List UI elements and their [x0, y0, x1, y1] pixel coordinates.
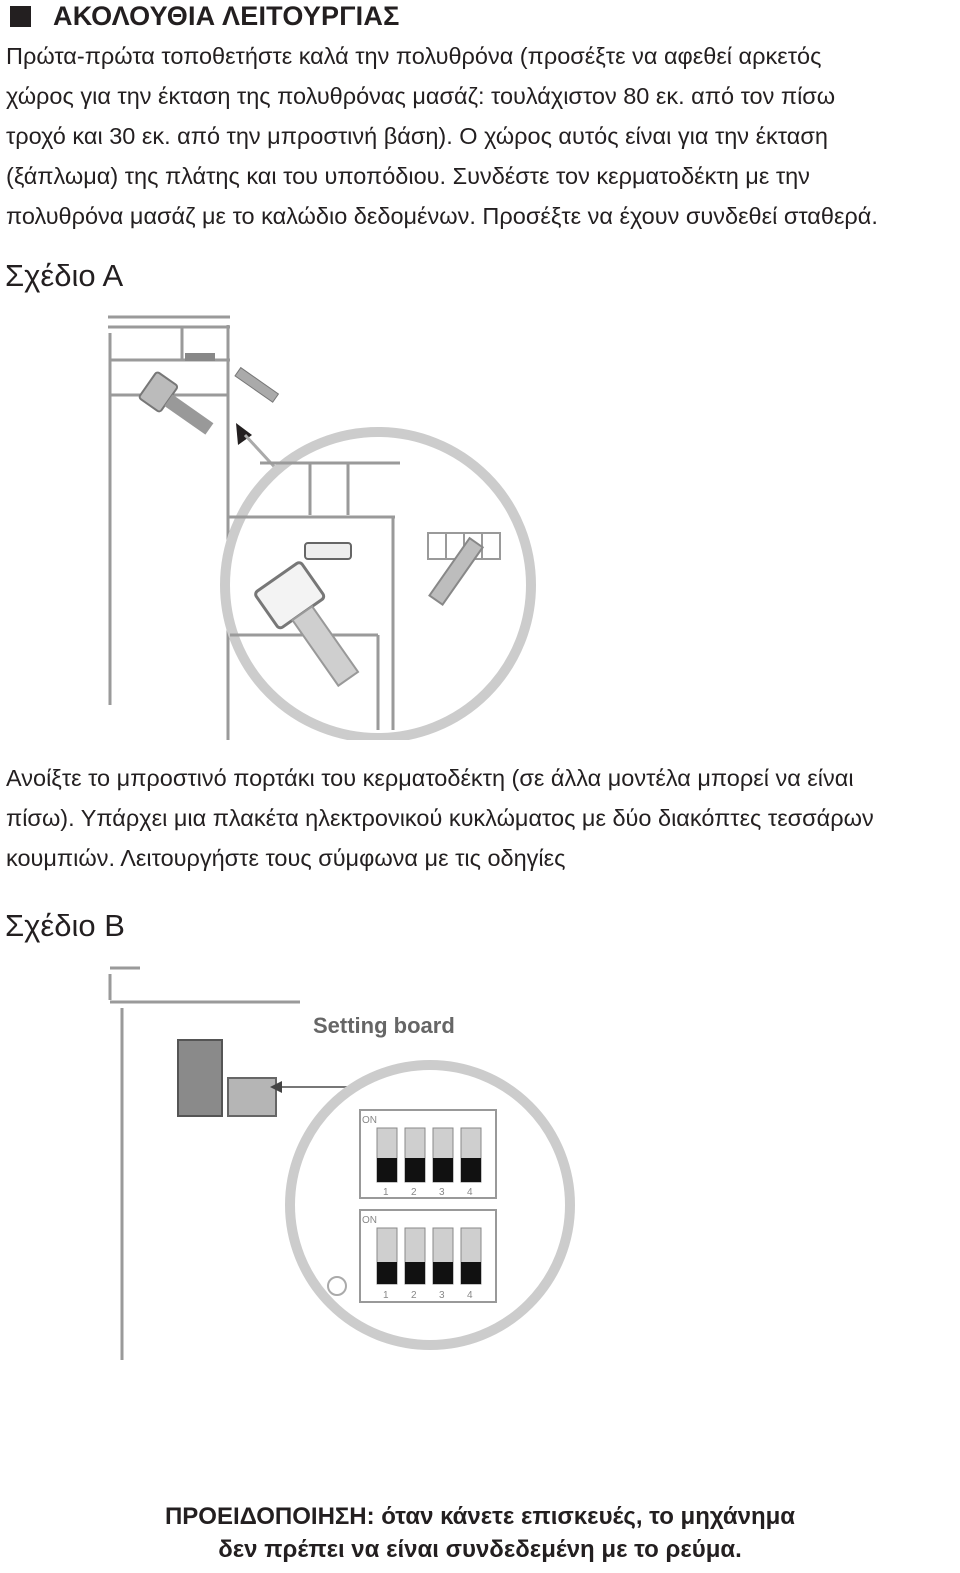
data-port-icon — [305, 543, 351, 559]
dip-switch-3 — [433, 1228, 453, 1284]
switch-number: 4 — [467, 1290, 473, 1301]
circuit-board-block — [178, 1040, 222, 1116]
switch-number: 1 — [383, 1187, 389, 1198]
dip-switch-2 — [405, 1128, 425, 1182]
setting-board-small — [228, 1078, 276, 1116]
cabinet-outline — [110, 968, 300, 1360]
connector-plug-small — [139, 353, 220, 441]
middle-line: πίσω). Υπάρχει μια πλακέτα ηλεκτρονικού κυκλώματος με δύο διακόπτες τεσσάρων — [6, 805, 874, 831]
intro-paragraph — [6, 36, 956, 236]
dip-switch-4 — [461, 1228, 481, 1284]
on-label: ON — [362, 1215, 377, 1226]
dip-switch-top — [360, 1110, 496, 1198]
magnified-circle — [290, 1013, 570, 1345]
dip-switch-2 — [405, 1228, 425, 1284]
dip-switch-4 — [461, 1128, 481, 1182]
intro-line: χώρος για την έκταση της πολυθρόνας μασάζ: τουλάχιστον 80 εκ. από τον πίσω — [6, 83, 836, 109]
switch-number: 2 — [411, 1290, 417, 1301]
intro-line: (ξάπλωμα) της πλάτης και του υποπόδιου. Συνδέστε τον κερματοδέκτη με την — [6, 163, 810, 189]
switch-number: 4 — [467, 1187, 473, 1198]
bullet-square-icon — [10, 6, 31, 27]
intro-line: πολυθρόνα μασάζ με το καλώδιο δεδομένων. Προσέξτε να έχουν συνδεθεί σταθερά. — [6, 203, 878, 229]
section-title: ΑΚΟΛΟΥΘΙΑ ΛΕΙΤΟΥΡΓΙΑΣ — [53, 0, 400, 31]
switch-number: 2 — [411, 1187, 417, 1198]
middle-line: Ανοίξτε το μπροστινό πορτάκι του κερματοδέκτη (σε άλλα μοντέλα μπορεί να είναι — [6, 765, 854, 791]
warning-line: ΠΡΟΕΙΔΟΠΟΙΗΣΗ: όταν κάνετε επισκευές, το μηχάνημα — [164, 1503, 796, 1530]
figure-a-illustration — [100, 305, 540, 740]
figure-b-label: Σχέδιο Β — [5, 908, 125, 943]
board-caption: Setting board — [313, 1013, 455, 1038]
on-label: ON — [362, 1115, 377, 1126]
middle-line: κουμπιών. Λειτουργήστε τους σύμφωνα με τις οδηγίες — [6, 845, 566, 871]
middle-paragraph — [6, 758, 956, 878]
switch-number: 1 — [383, 1290, 389, 1301]
intro-line: Πρώτα-πρώτα τοποθετήστε καλά την πολυθρόνα (προσέξτε να αφεθεί αρκετός — [6, 43, 822, 69]
dip-switch-1 — [377, 1228, 397, 1284]
intro-line: τροχό και 30 εκ. από την μπροστινή βάση). Ο χώρος αυτός είναι για την έκταση — [6, 123, 828, 149]
dip-switch-bottom — [360, 1210, 496, 1302]
switch-number: 3 — [439, 1187, 445, 1198]
switch-number: 3 — [439, 1290, 445, 1301]
warning-notice — [0, 1500, 960, 1566]
magnified-circle — [225, 432, 531, 738]
section-heading — [10, 0, 399, 32]
figure-b-illustration — [100, 960, 580, 1390]
warning-line: δεν πρέπει να είναι συνδεδεμένη με το ρεύμα. — [218, 1536, 742, 1563]
dip-switch-1 — [377, 1128, 397, 1182]
dip-switch-3 — [433, 1128, 453, 1182]
connector-socket-small — [235, 368, 278, 403]
figure-a-label: Σχέδιο Α — [5, 258, 124, 293]
